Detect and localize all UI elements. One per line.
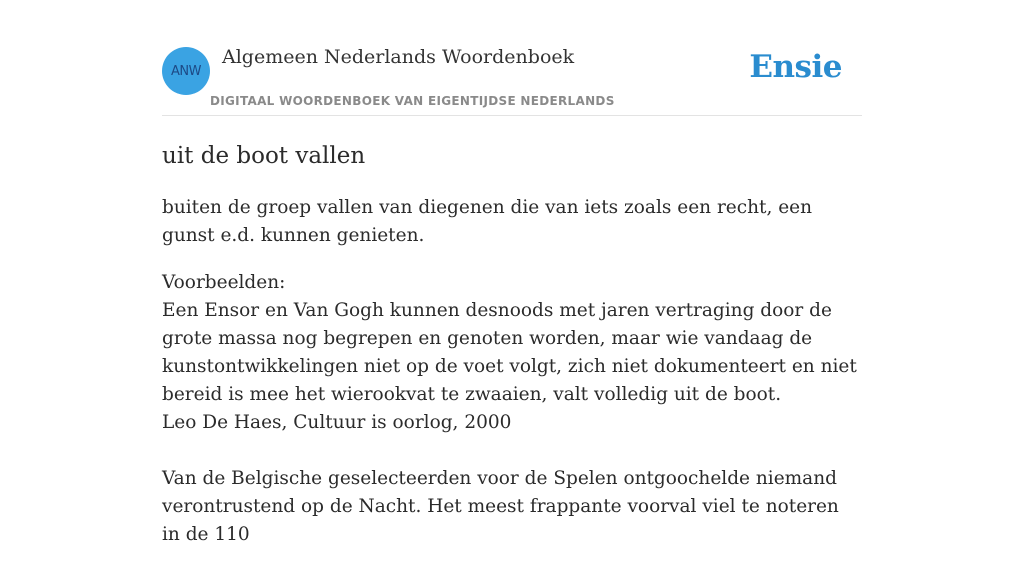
example-item xyxy=(162,297,862,437)
examples-section xyxy=(162,269,862,549)
anw-logo[interactable] xyxy=(162,47,210,95)
entry-content xyxy=(162,142,862,549)
site-header xyxy=(162,0,862,116)
example-source: Leo De Haes, Cultuur is oorlog, 2000 xyxy=(162,412,512,433)
examples-label: Voorbeelden: xyxy=(162,272,286,293)
example-item xyxy=(162,465,862,549)
dictionary-subtitle: DIGITAAL WOORDENBOEK VAN EIGENTIJDSE NEDERLANDS xyxy=(210,94,615,108)
example-text: Van de Belgische geselecteerden voor de Spelen ontgoochelde niemand verontrustend op de Nacht. Het meest frappante voorval viel te noteren in de 110 xyxy=(162,468,839,545)
main-container xyxy=(162,0,862,577)
headword: uit de boot vallen xyxy=(162,143,366,169)
example-text: Een Ensor en Van Gogh kunnen desnoods met jaren vertraging door de grote massa nog begrepen en genoten worden, maar wie vandaag de kunstontwikkelingen niet op de voet volgt, zich niet dokumenteert en niet bereid is mee het wierookvat te zwaaien, valt volledig uit de boot. xyxy=(162,300,857,405)
dictionary-title[interactable]: Algemeen Nederlands Woordenboek xyxy=(222,46,575,68)
definition: buiten de groep vallen van diegenen die van iets zoals een recht, een gunst e.d. kunnen genieten. xyxy=(162,197,813,246)
ensie-brand-link[interactable]: Ensie xyxy=(749,49,842,85)
anw-logo-text: ANW xyxy=(171,63,201,79)
